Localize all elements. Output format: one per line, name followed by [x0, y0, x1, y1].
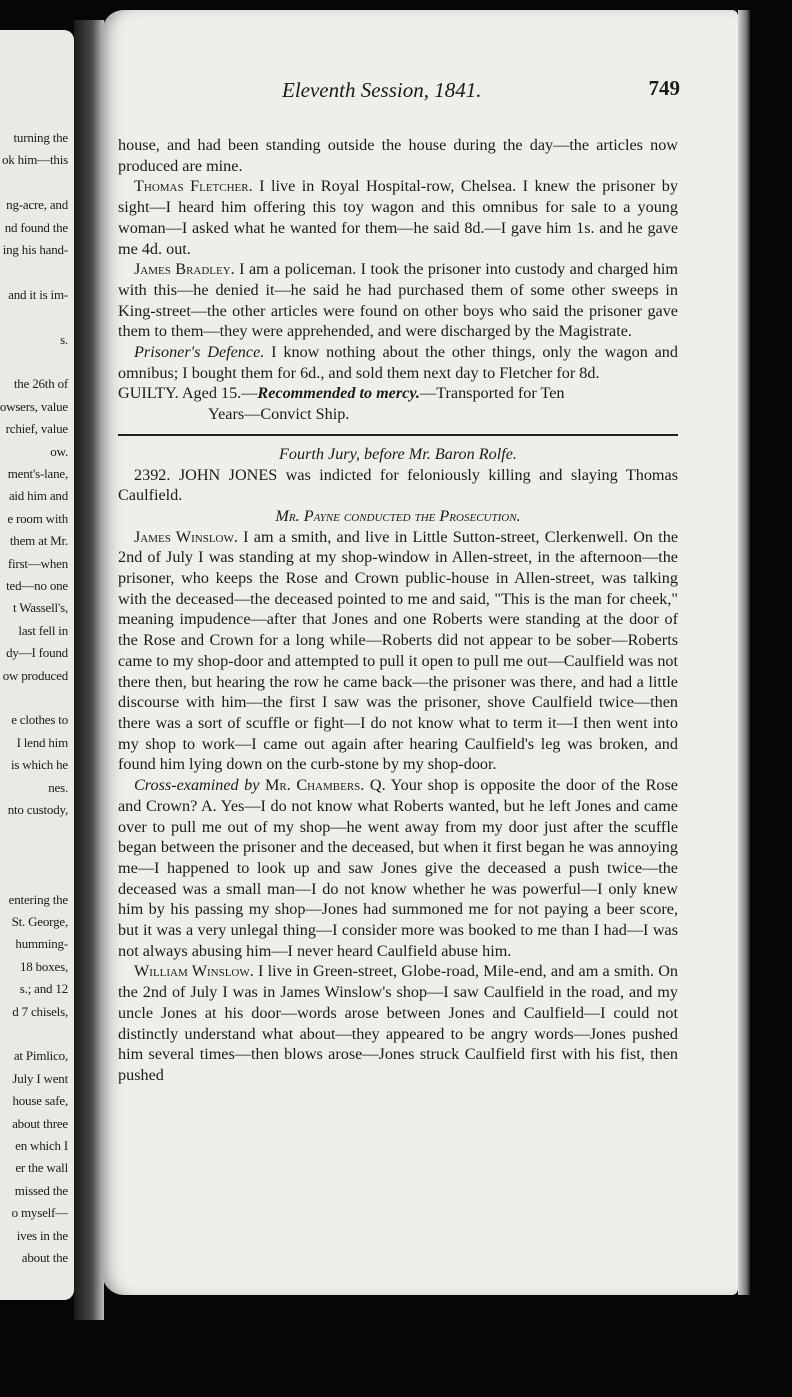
facing-page-line: rchief, value [5, 421, 68, 437]
facing-page-line: is which he [10, 757, 68, 773]
testimony-text: I live in Green-street, Globe-road, Mile-end, and am a smith. On the 2nd of July I was in James Winslow's shop—I saw Caulfield in the road, and my uncle Jones at his door—words arose between Jones and Caulfield—I could not distinctly understand what about—they appeared to be angry words—Jones pushed him several times—then blows arose—Jones struck Caulfield first with his fist, then pushed [118, 962, 678, 1084]
facing-page-line: at Pimlico, [13, 1048, 68, 1064]
facing-page-line: missed the [14, 1182, 68, 1198]
sentence-continuation: Years—Convict Ship. [208, 405, 350, 424]
facing-page-line: last fell in [18, 622, 68, 638]
facing-page-line: s. [60, 331, 68, 347]
page-edge [738, 10, 750, 1295]
facing-page-line: house safe, [12, 1093, 68, 1109]
section-divider [118, 434, 678, 436]
jury-heading-text: Fourth Jury, before Mr. Baron Rolfe. [279, 444, 517, 463]
facing-page-line: ow produced [2, 667, 68, 683]
facing-page-line: d 7 chisels, [12, 1003, 68, 1019]
facing-page-line: entering the [8, 891, 68, 907]
facing-page-line: about the [21, 1250, 68, 1265]
sentence-text: —Transported for Ten [419, 384, 565, 403]
paragraph: house, and had been standing outside the house during the day—the articles now produced are mine. [118, 136, 678, 175]
verdict [118, 383, 678, 404]
facing-page-line: I lend him [16, 734, 68, 750]
testimony-bradley [118, 259, 678, 342]
testimony-fletcher [118, 176, 678, 259]
witness-name: James Bradley. [134, 260, 235, 279]
facing-page-line: them at Mr. [9, 533, 68, 549]
page-number: 749 [648, 76, 680, 100]
facing-page-line: July I went [12, 1070, 68, 1086]
facing-page-line: ok him—this [1, 152, 68, 168]
witness-name: James Winslow. [134, 527, 238, 546]
facing-page-line: humming- [15, 936, 68, 952]
facing-page-line: s.; and 12 [19, 981, 68, 997]
testimony-text: I live in Royal Hospital-row, Chelsea. I knew the prisoner by sight—I heard him offering this toy wagon and this omnibus for sale to a young woman—I asked what he wanted for them—he said 8d.—I gave him 1s. and he gave me 4d. out. [118, 177, 678, 258]
facing-page-line: St. George, [11, 914, 68, 929]
testimony-william-winslow [118, 961, 678, 1085]
facing-page-line: first—when [7, 555, 68, 571]
cross-text: Q. Your shop is opposite the door of the Rose and Crown? A. Yes—I do not know what Roberts wanted, but he left Jones and came over to pull me out of my shop—he went away from my door just after the scuffle began between the prisoner and the deceased, but when it first began he was annoying me—I happened to look up and saw Jones give the deceased a push twice—the deceased was a small man—I do not know whether he was powerful—I only knew him by his passing my shop—Jones had summoned me for not paying a beer score, but it was a very unlegal thing—I consider more was booked to me than I had—I was not always abusing him—I never heard Caulfield abuse him. [118, 776, 678, 960]
counsel-name: Mr. Chambers. [259, 776, 365, 795]
prisoner-defence [118, 342, 678, 383]
facing-page-line: the 26th of [13, 376, 68, 392]
defence-label: Prisoner's Defence. [134, 343, 265, 362]
testimony-text: I am a policeman. I took the prisoner into custody and charged him with this—he denied it—he said he had purchased them of some other sweeps in King-street—the other articles were found on other boys who said the prisoner gave them to them—they were apprehended, and were discharged by the Magistrate. [118, 260, 678, 341]
prosecution-note: Mr. Payne conducted the Prosecution. [275, 506, 521, 525]
facing-page-line: e room with [7, 510, 68, 526]
page-body [118, 135, 678, 1086]
facing-page-line: ted—no one [6, 578, 68, 593]
facing-page-line: about three [12, 1115, 68, 1131]
facing-page-line: o myself— [11, 1205, 68, 1221]
facing-page-line: owsers, value [0, 398, 68, 414]
facing-page-line: e clothes to [11, 712, 68, 728]
testimony-james-winslow [118, 527, 678, 775]
document-page [102, 10, 738, 1295]
jury-heading [118, 444, 678, 465]
facing-page-line: aid him and [8, 488, 68, 504]
facing-page-line: t Wassell's, [13, 600, 68, 616]
facing-page-line: ives in the [16, 1227, 68, 1243]
verdict-text: GUILTY. Aged 15.— [118, 384, 258, 403]
running-head: Eleventh Session, 1841. [282, 78, 482, 102]
facing-page-line: turning the [13, 130, 68, 145]
facing-page-line: nes. [48, 779, 68, 795]
witness-name: William Winslow. [134, 962, 254, 981]
facing-page-line: dy—I found [6, 645, 68, 661]
facing-page-line: nd found the [4, 219, 68, 235]
facing-page-line: ow. [50, 443, 68, 459]
facing-page-line: ment's-lane, [7, 466, 68, 481]
witness-name: Thomas Fletcher. [134, 177, 253, 196]
cross-label: Cross-examined by [134, 776, 260, 795]
facing-page-line: 18 boxes, [19, 958, 68, 974]
defence-text: I know nothing about the other things, only the wagon and omnibus; I bought them for 6d., and sold them next day to Fletcher for 8d. [118, 343, 678, 382]
testimony-text: I am a smith, and live in Little Sutton-street, Clerkenwell. On the 2nd of July I was standing at my shop-window in Allen-street, in the afternoon—the prisoner, who keeps the Rose and Crown public-house in Allen-street, was talking with the deceased—the deceased pointed to me and said, "This is the man for cheek," meaning impudence—after that Jones and one Roberts were standing at the door of the Rose and Crown for a long while—Roberts did not appear to be sober—Roberts came to my shop-door and attempted to pull it open to pull me out—Caulfield was not there then, but hearing the row he came back—the prisoner was there, and had a little discourse with him—the first I saw was the prisoner, shove Caulfield twice—then there was a sort of scuffle or fight—I do not know what to term it—I then went into my shop to work—I came out again after hearing Caulfield's leg was broken, and found him lying down on the curb-stone by my shop-door. [118, 527, 679, 774]
facing-page-line: and it is im- [8, 286, 68, 302]
facing-page-line: nto custody, [7, 802, 68, 817]
facing-page [0, 30, 74, 1300]
recommendation: Recommended to mercy. [257, 384, 420, 403]
cross-examination [118, 775, 678, 961]
facing-page-line: ng-acre, and [6, 197, 68, 213]
case-indictment: 2392. JOHN JONES was indicted for feloniously killing and slaying Thomas Caulfield. [118, 465, 678, 505]
page-header [102, 78, 738, 108]
facing-page-line: er the wall [15, 1160, 68, 1176]
facing-page-line: en which I [15, 1138, 68, 1153]
book-gutter [74, 20, 104, 1320]
facing-page-line: ing his hand- [2, 242, 68, 257]
